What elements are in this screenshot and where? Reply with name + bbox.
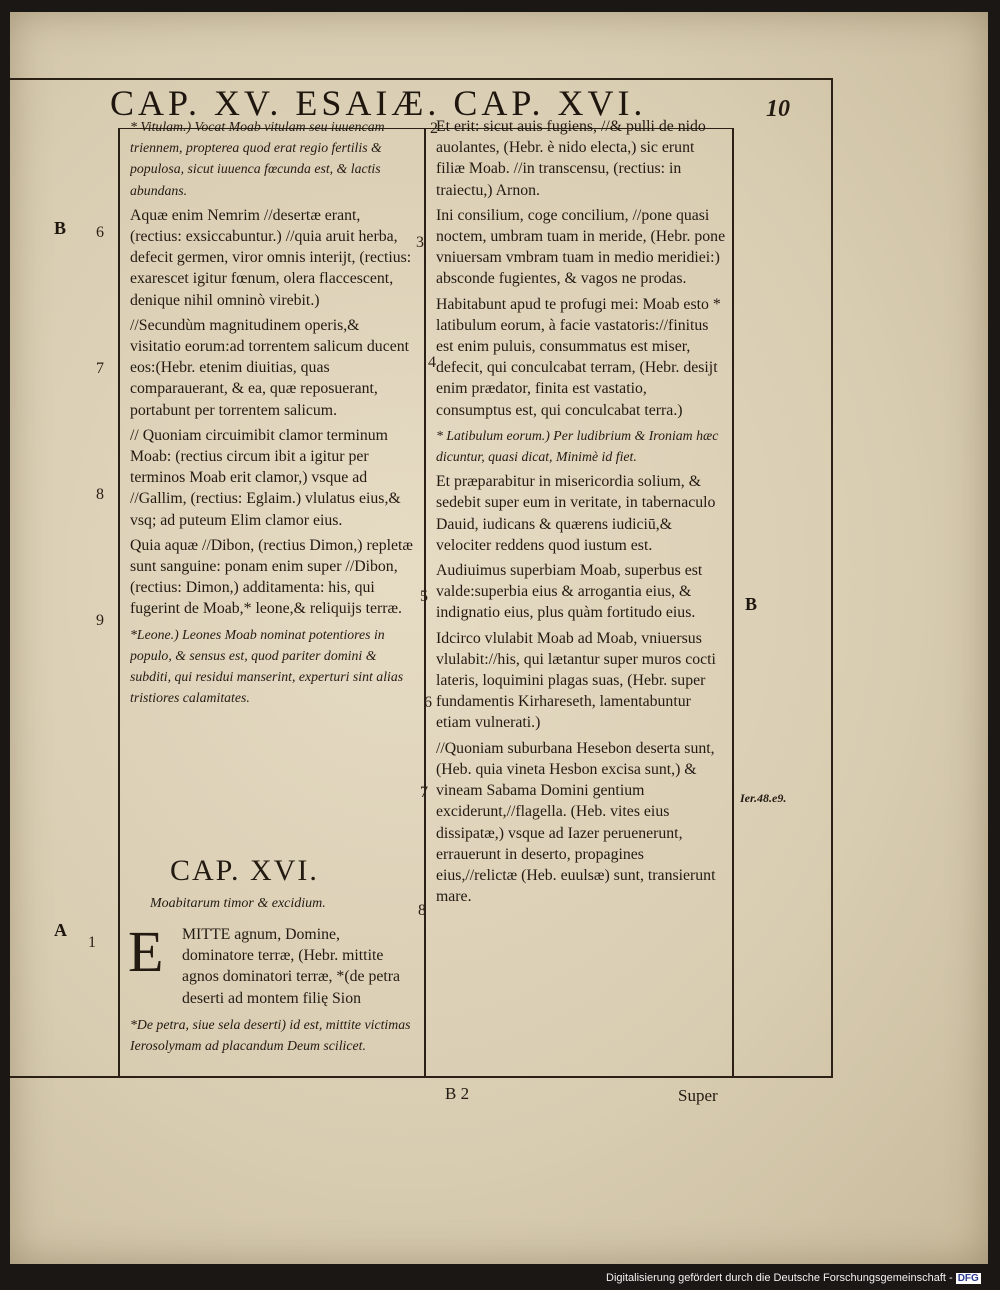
margin-mark-b-left: B <box>54 218 67 238</box>
verse-text: MITTE agnum, Domine, dominatore terræ, (Hebr. mittite agnos dominatori terræ, *(de petra deserti ad montem filię Sion <box>182 926 401 1007</box>
digitization-credit <box>606 1272 994 1288</box>
commentary-note: *De petra, siue sela deserti) id est, mittite victimas Ierosolymam ad placandum Deum scilicet. <box>130 1017 411 1054</box>
chapter-first-verse <box>182 924 414 1010</box>
running-head: CAP. XV. ESAIÆ. CAP. XVI. <box>110 83 647 123</box>
right-text-column <box>436 116 726 1074</box>
margin-mark-b-right: B <box>745 594 758 614</box>
verse-number: 4 <box>428 354 436 371</box>
verse-number: 3 <box>416 234 424 251</box>
verse-number: 7 <box>96 360 104 377</box>
chapter-note-block <box>130 1014 414 1072</box>
verse-text: // Quoniam circuimibit clamor terminum Moab: (rectius circum ibit a igitur per terminos Moab erit clamor,) vsque ad //Gallim, (rectius: Eglaim.) vlulatus eius,& vsq; ad puteum Elim clamor eius. <box>130 426 401 529</box>
chapter-summary: Moabitarum timor & excidium. <box>150 896 326 911</box>
verse-text: Aquæ enim Nemrim //desertæ erant, (rectius: exsiccabuntur.) //quia aruit herba, defecit germen, viror omnis interijt, (rectius: exarescet igitur fœnum, olera flaccescent, denique nihil omninò virebit.) <box>130 206 412 309</box>
verse-text: Quia aquæ //Dibon, (rectius Dimon,) repletæ sunt sanguine: ponam enim super //Dibon, (rectius: Dimon,) additamenta: his, qui fugerint de Moab,* leone,& reliquijs terræ. <box>130 536 413 618</box>
verse-text: Idcirco vlulabit Moab ad Moab, vniuersus vlulabit://his, qui lætantur super muros cocti lateris, loquimini plagas suas, (Hebr. super fundamentis Kirhareseth, lamentabuntur etiam vulnerati.) <box>436 629 716 732</box>
commentary-note: * Vitulam.) Vocat Moab vitulam seu iuuencam triennem, propterea quod erat regio fertilis & populosa, sicut iuuenca fœcunda est, & lactis abundans. <box>130 119 385 198</box>
commentary-note: * Latibulum eorum.) Per ludibrium & Ironiam hæc dicuntur, quasi dicat, Minimè id fiet. <box>436 427 719 465</box>
verse-text: Et erit: sicut auis fugiens, //& pulli de nido auolantes, (Hebr. è nido electa,) sic erunt filiæ Moab. //in transcensu, (rectius: in traiectu,) Arnon. <box>436 118 706 199</box>
verse-text: //Secundùm magnitudinem operis,& visitatio eorum:ad torrentem salicum ducent eos:(Hebr. etenim diuitias, quas comparauerant, & ea, quæ reposuerant, portabunt per torrentem salicum. <box>130 316 409 419</box>
verse-number: 9 <box>96 612 104 629</box>
verse-number: 1 <box>88 934 96 951</box>
page-folio: 10 <box>766 96 790 122</box>
verse-number: 6 <box>424 694 432 711</box>
chapter-heading: CAP. XVI. <box>170 854 319 887</box>
book-page <box>10 12 988 1264</box>
verse-number: 8 <box>96 486 104 503</box>
verse-number: 7 <box>420 784 428 801</box>
margin-mark-a-left: A <box>54 920 67 940</box>
cross-reference: Ier.48.e9. <box>740 791 787 805</box>
outer-margin-rule <box>831 78 833 1078</box>
commentary-note: *Leone.) Leones Moab nominat potentiores in populo, & sensus est, quod pariter domini & subditi, qui residui manserint, experturi sint alias tristiores calamitates. <box>130 626 404 706</box>
verse-number: 8 <box>418 902 426 919</box>
verse-text: Habitabunt apud te profugi mei: Moab esto * latibulum eorum, à facie vastatoris://finitus est enim puluis, consummatus est miser, defecit, qui conculcabat terram, (Hebr. desijt enim prædator, finita est vastatio, consumptus est, qui conculcabat terra.) <box>436 295 721 419</box>
credit-text: Digitalisierung gefördert durch die Deutsche Forschungsgemeinschaft - <box>606 1272 953 1284</box>
right-column-rule <box>732 128 734 1076</box>
dfg-logo: DFG <box>957 1273 979 1284</box>
verse-text: //Quoniam suburbana Hesebon deserta sunt, (Heb. quia vineta Hesbon excisa sunt,) & vineam Sabama Domini gentium exciderunt,//flagella. (Heb. vites eius dissipatæ,) vsque ad Iazer peruenerunt, errauerunt in deserto, propagines eius,//relictæ (Heb. euulsæ) sunt, transierunt mare. <box>436 739 716 906</box>
chapter-dropcap: E <box>128 919 164 984</box>
verse-text: Audiuimus superbiam Moab, superbus est valde:superbia eius & arrogantia eius, & indignatio eius, plus quàm fortitudo eius. <box>436 562 703 622</box>
verse-text: Et præparabitur in misericordia solium, & sedebit super eum in veritate, in tabernaculo Dauid, iudicans & quærens iudiciū,& velociter reddens quod iustum est. <box>436 473 716 554</box>
verse-text: Ini consilium, coge concilium, //pone quasi noctem, umbram tuam in meride, (Hebr. pone vniuersam vmbram tuam in medio meridiei:) absconde fugientes, & vagos ne prodas. <box>436 206 726 288</box>
signature-mark: B 2 <box>445 1084 470 1103</box>
header-rule <box>10 78 833 80</box>
verse-number: 2 <box>430 120 438 137</box>
left-text-column <box>130 116 414 842</box>
left-column-rule <box>118 128 120 1076</box>
verse-number: 6 <box>96 224 104 241</box>
verse-number: 5 <box>420 588 428 605</box>
bottom-rule <box>10 1076 833 1078</box>
catchword: Super <box>678 1086 718 1105</box>
